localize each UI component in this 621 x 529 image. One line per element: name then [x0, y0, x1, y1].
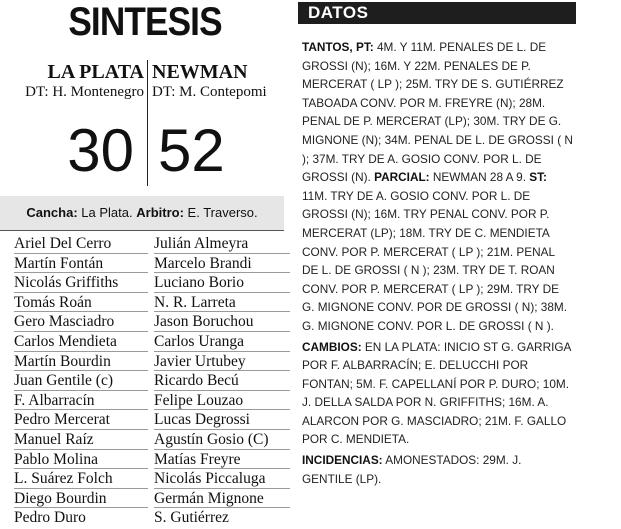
list-item: Carlos Uranga [154, 332, 290, 352]
list-item: Agustín Gosio (C) [154, 430, 290, 450]
list-item: Felipe Louzao [154, 391, 290, 411]
list-item: Gero Masciadro [14, 312, 148, 332]
list-item: L. Suárez Folch [14, 469, 148, 489]
score-divider [147, 60, 148, 186]
datos-panel [298, 0, 621, 529]
venue-bar [0, 196, 284, 231]
home-team-name: LA PLATA [47, 61, 144, 83]
page-title: SINTESIS [68, 0, 222, 44]
list-item: Marcelo Brandi [154, 254, 290, 274]
list-item: Diego Bourdin [14, 489, 148, 509]
list-item: Lucas Degrossi [154, 410, 290, 430]
list-item: Martín Bourdin [14, 352, 148, 372]
tantos-text: 4M. Y 11M. PENALES DE L. DE GROSSI (N); 16M. Y 22M. PENALES DE P. MERCERAT ( LP ); 25M. TRY DE S. GUTIÉRREZ TABOADA CONV. POR M. FREYRE (N); 28M. PENAL DE P. MERCERAT (LP); 30M. TRY DE G. MIGNONE (N); 34M. PENAL DE L. DE GROSSI ( N ); 37M. TRY DE A. GOSIO CONV. POR L. DE GROSSI (N). [302, 40, 573, 185]
cancha-value: La Plata. [81, 205, 133, 220]
tantos-label: TANTOS, PT: [302, 40, 374, 54]
list-item: Juan Gentile (c) [14, 371, 148, 391]
tantos-paragraph [302, 38, 574, 336]
arbitro-value: E. Traverso. [187, 205, 258, 220]
incidencias-label: INCIDENCIAS: [302, 453, 383, 468]
incidencias-text: AMONESTADOS: 29M. J. GENTILE (LP). [302, 453, 522, 486]
datos-title: DATOS [308, 3, 369, 22]
list-item: Martín Fontán [14, 254, 148, 274]
home-coach: DT: H. Montenegro [25, 84, 144, 100]
datos-header-bar [298, 2, 576, 24]
parcial-text: NEWMAN 28 A 9. [432, 170, 526, 185]
list-item: Javier Urtubey [154, 352, 290, 372]
away-score: 52 [158, 117, 225, 184]
list-item: Luciano Borio [154, 273, 290, 293]
list-item: Pablo Molina [14, 450, 148, 470]
st-text: 11M. TRY DE A. GOSIO CONV. POR L. DE GROSSI (N); 16M. TRY PENAL CONV. POR P. MERCERAT (LP); 18M. TRY DE C. MENDIETA CONV. POR P. MERCERAT ( LP ); 21M. PENAL DE L. DE GROSSI ( N ); 23M. TRY DE T. ROAN CONV. POR P. MERCERAT ( LP ); 29M. TRY DE G. MIGNONE CONV. POR DE GROSSI ( N); 38M. G. MIGNONE CONV. POR L. DE GROSSI ( N ). [302, 188, 568, 333]
cambios-paragraph [302, 338, 574, 450]
list-item: Nicolás Piccaluga [154, 469, 290, 489]
cambios-label: CAMBIOS: [302, 339, 362, 354]
list-item: Ariel Del Cerro [14, 234, 148, 254]
cancha-label: Cancha: [26, 205, 78, 220]
list-item: F. Albarracín [14, 391, 148, 411]
list-item: Carlos Mendieta [14, 332, 148, 352]
home-score: 30 [67, 117, 134, 184]
list-item: Nicolás Griffiths [14, 273, 148, 293]
list-item: N. R. Larreta [154, 293, 290, 313]
list-item: Manuel Raíz [14, 430, 148, 450]
list-item: Tomás Roán [14, 293, 148, 313]
st-label: ST: [529, 170, 547, 185]
home-lineup [14, 234, 148, 528]
list-item: Ricardo Becú [154, 371, 290, 391]
sintesis-panel [0, 0, 290, 529]
arbitro-label: Arbitro: [136, 205, 184, 220]
list-item: Jason Boruchou [154, 312, 290, 332]
away-coach: DT: M. Contepomi [152, 84, 267, 100]
list-item: Pedro Duro [14, 509, 86, 527]
list-item: Germán Mignone [154, 489, 290, 509]
list-item: Julián Almeyra [154, 234, 290, 254]
datos-body [302, 38, 574, 490]
list-item: Matías Freyre [154, 450, 290, 470]
away-team-name: NEWMAN [152, 61, 248, 83]
away-lineup [154, 234, 290, 528]
list-item: S. Gutiérrez [154, 509, 229, 527]
parcial-label: PARCIAL: [374, 170, 430, 185]
incidencias-paragraph [302, 451, 574, 488]
cambios-text: EN LA PLATA: INICIO ST G. GARRIGA POR F. ALBARRACÍN; E. DELUCCHI POR FONTAN; 5M. F. CAPELLANÍ POR P. DURO; 10M. J. DELLA SALDA POR N. GRIFFITHS; 16M. A. ALARCON POR G. MASCIADRO; 21M. F. GALLO POR C. MENDIETA. [302, 339, 571, 447]
list-item: Pedro Mercerat [14, 410, 148, 430]
